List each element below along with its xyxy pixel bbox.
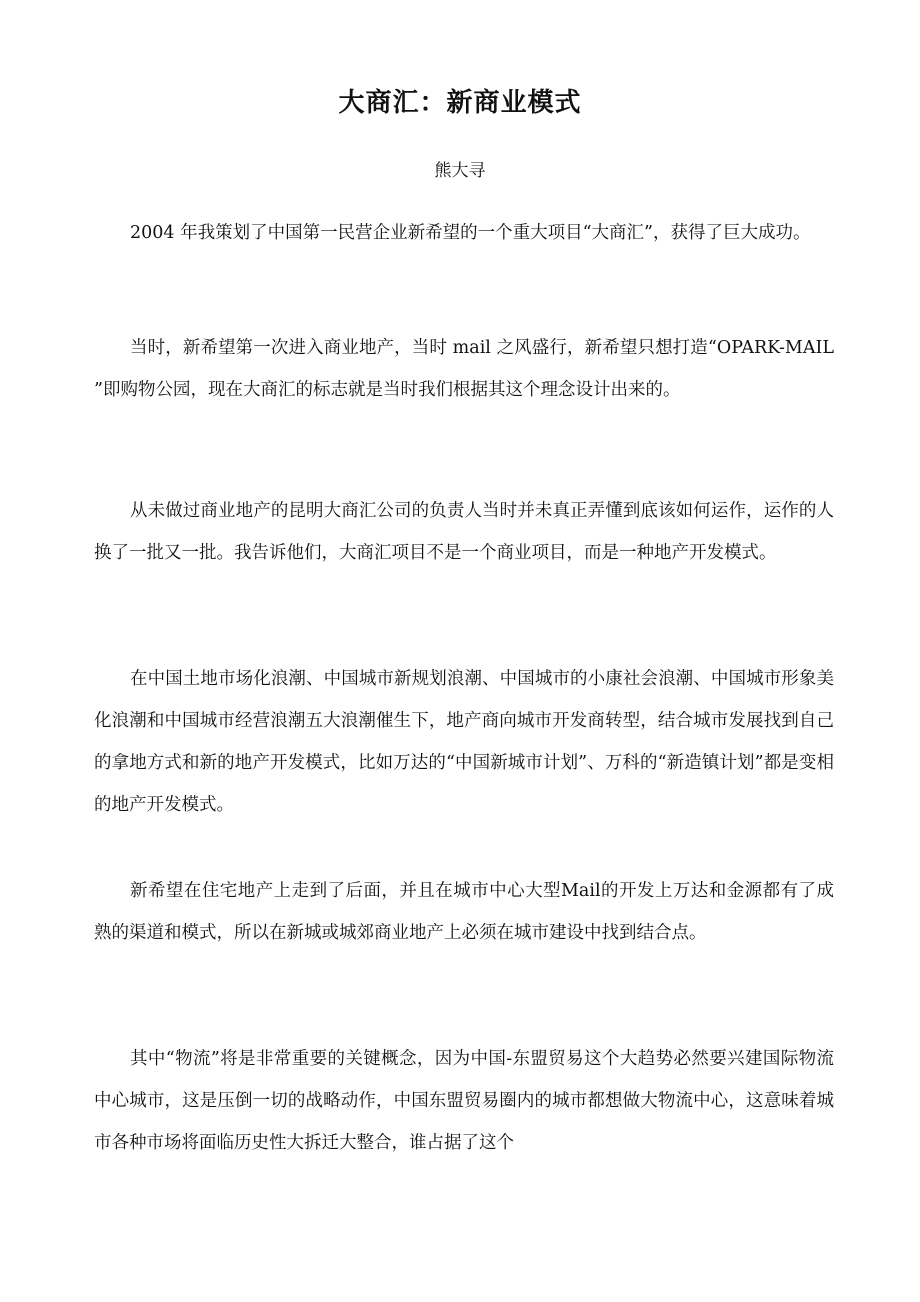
paragraph-2: 当时，新希望第一次进入商业地产，当时 mail 之风盛行，新希望只想打造“OPARK-MAIL ”即购物公园，现在大商汇的标志就是当时我们根据其这个理念设计出来的。 [94, 338, 834, 400]
paragraph-6: 其中“物流”将是非常重要的关键概念，因为中国-东盟贸易这个大趋势必然要兴建国际物流中心城市，这是压倒一切的战略动作，中国东盟贸易圈内的城市都想做大物流中心，这意味着城市各种市场将面临历史性大拆迁大整合，谁占据了这个 [94, 1049, 834, 1153]
paragraph-1: 2004 年我策划了中国第一民营企业新希望的一个重大项目“大商汇”，获得了巨大成功。 [130, 223, 811, 243]
author-name: 熊大寻 [434, 161, 486, 181]
paragraph-5: 新希望在住宅地产上走到了后面，并且在城市中心大型Mail的开发上万达和金源都有了成熟的渠道和模式，所以在新城或城郊商业地产上必须在城市建设中找到结合点。 [94, 881, 834, 943]
document-title: 大商汇：新商业模式 [338, 88, 582, 118]
paragraph-4: 在中国土地市场化浪潮、中国城市新规划浪潮、中国城市的小康社会浪潮、中国城市形象美化浪潮和中国城市经营浪潮五大浪潮催生下，地产商向城市开发商转型，结合城市发展找到自己的拿地方式和新的地产开发模式，比如万达的“中国新城市计划”、万科的“新造镇计划”都是变相的地产开发模式。 [94, 669, 834, 815]
paragraph-3: 从未做过商业地产的昆明大商汇公司的负责人当时并未真正弄懂到底该如何运作，运作的人换了一批又一批。我告诉他们，大商汇项目不是一个商业项目，而是一种地产开发模式。 [94, 501, 834, 563]
